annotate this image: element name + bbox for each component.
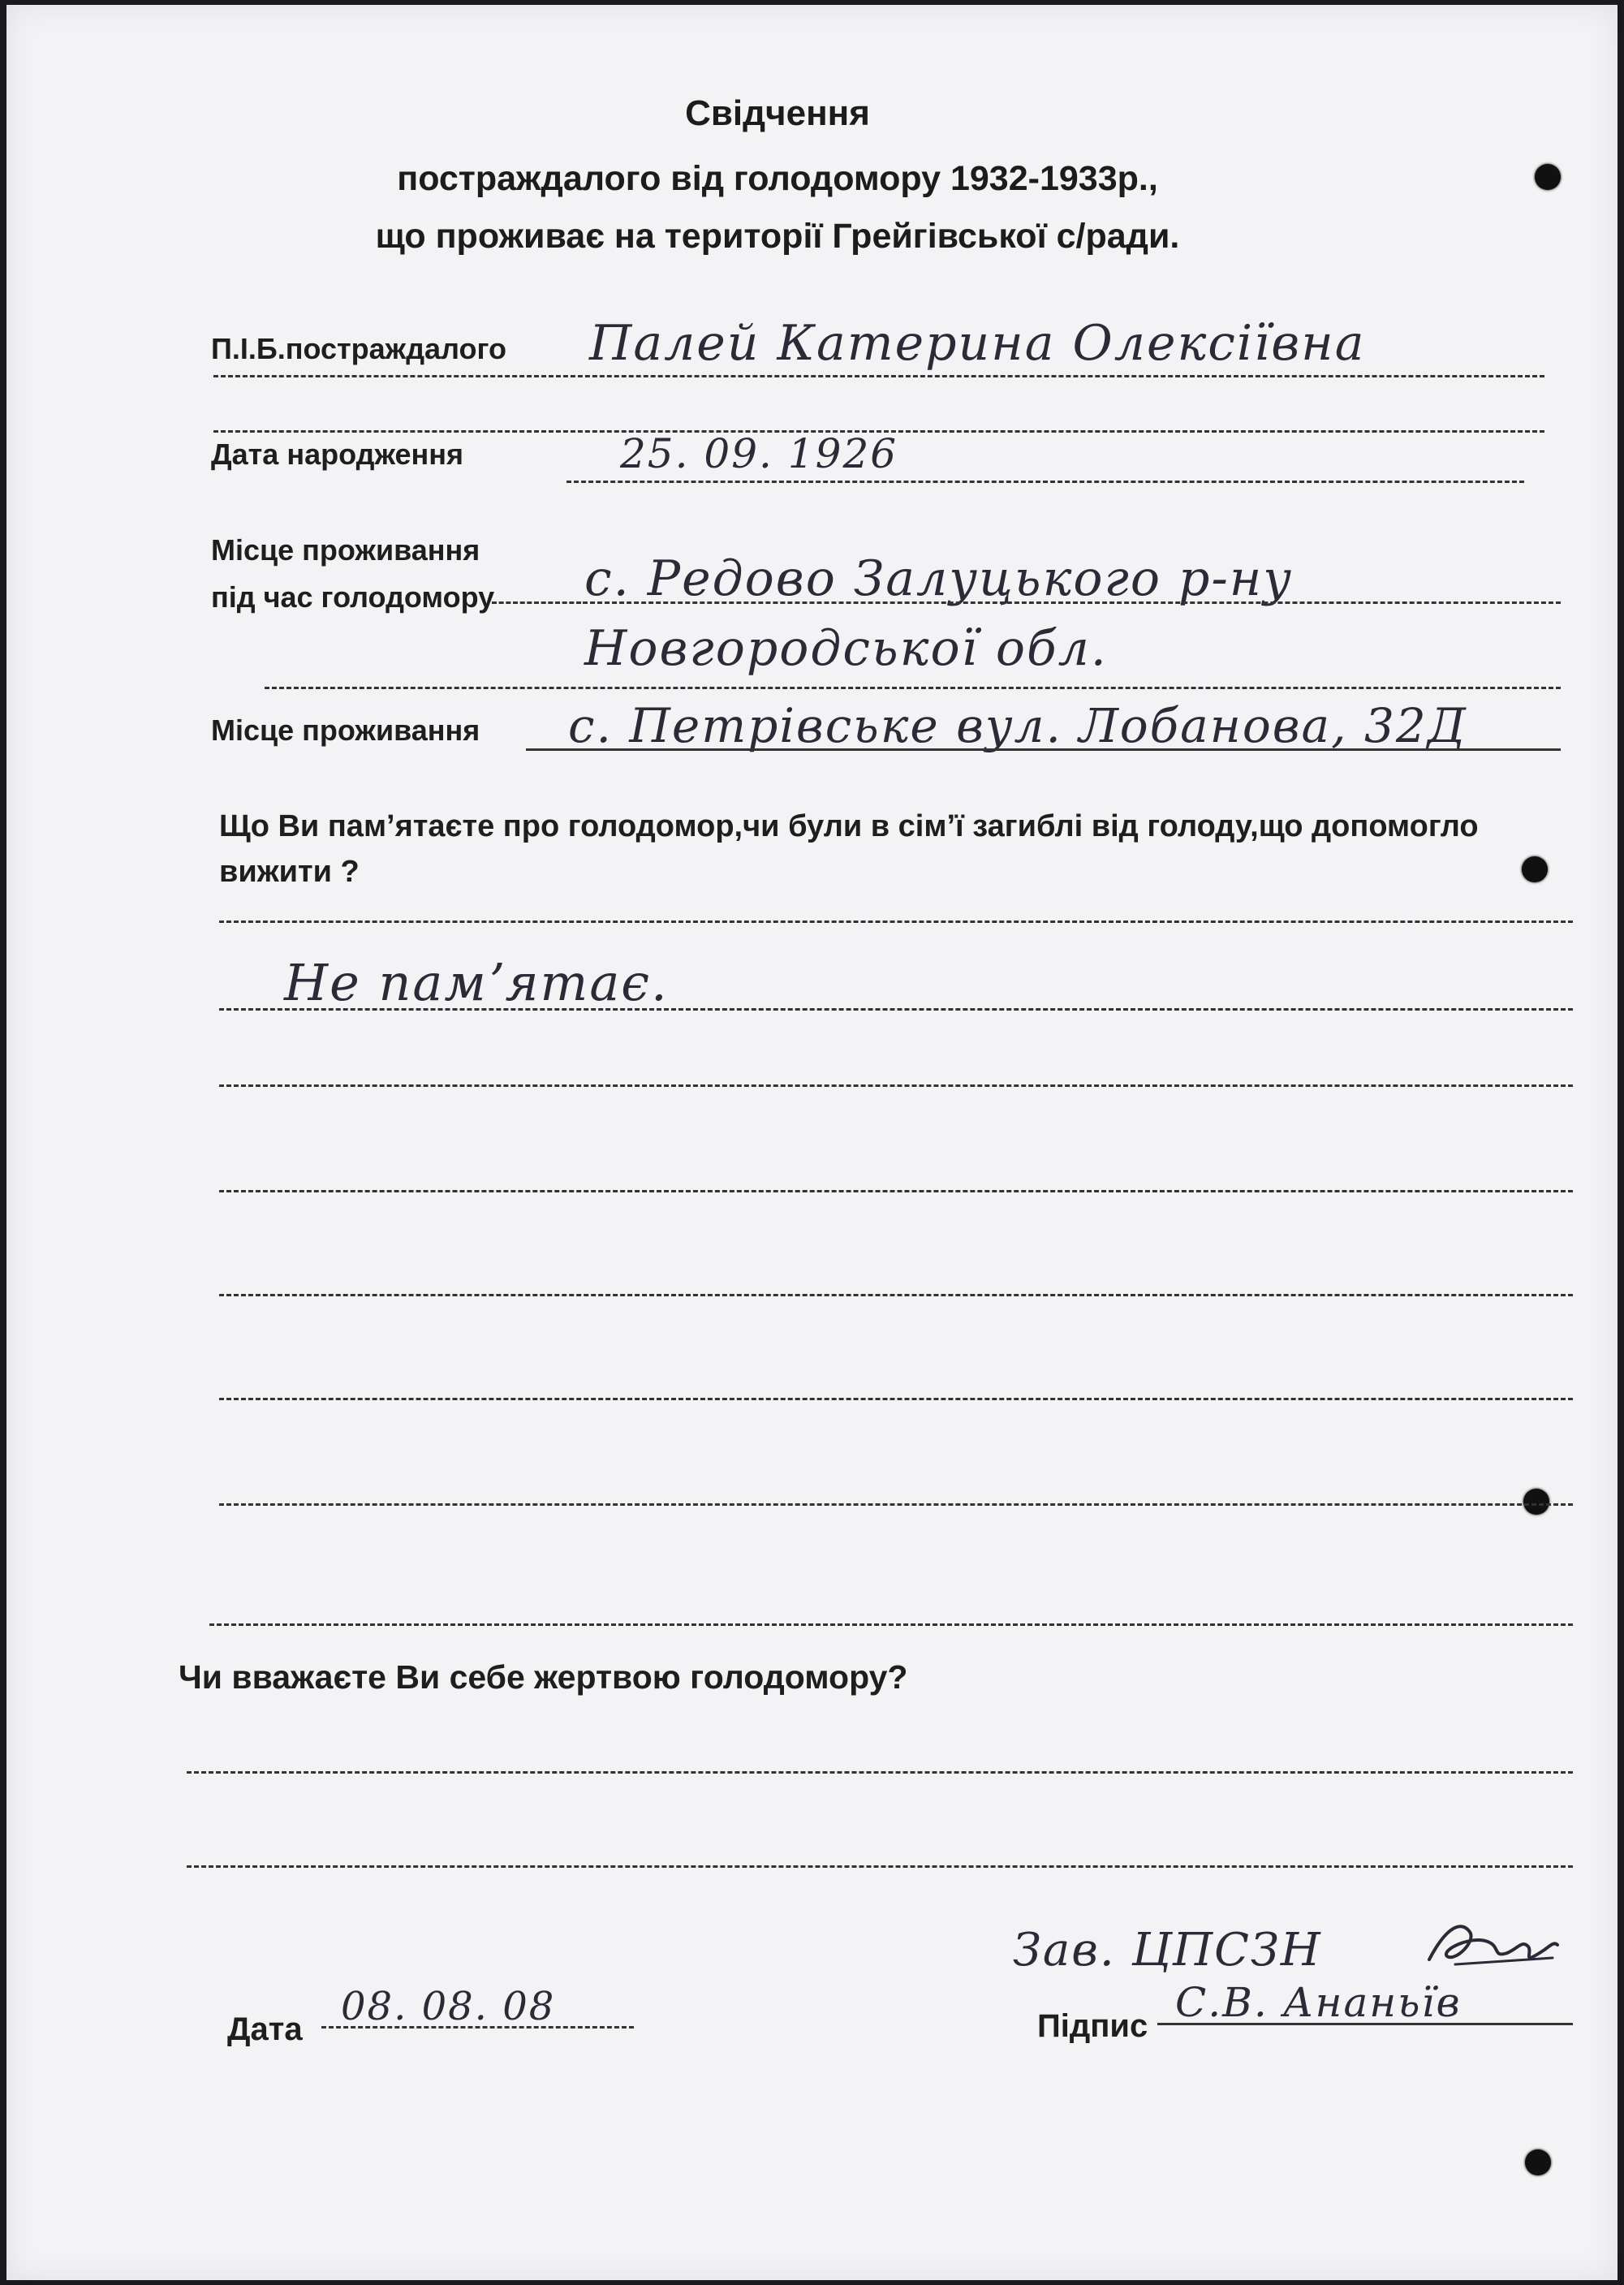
answer-line: [187, 1865, 1573, 1868]
question2-text: Чи вважаєте Ви себе жертвою голодомору?: [179, 1658, 908, 1696]
handwritten-signature: [1423, 1917, 1561, 1974]
answer-line: [209, 1623, 1573, 1626]
document-subtitle-line1: постраждалого від голодомору 1932-1933р.,: [397, 159, 1158, 198]
residence-during-value-line1: с. Редово Залуцького р-ну: [584, 550, 1294, 607]
residence-now-value: с. Петрівське вул. Лобанова, 32Д: [568, 698, 1467, 753]
answer-line: [219, 1084, 1573, 1087]
answer-line: [219, 920, 1573, 923]
document-title: Свідчення: [685, 93, 870, 133]
residence-now-underline: [526, 748, 1561, 751]
birth-date-value: 25. 09. 1926: [620, 430, 898, 477]
birth-date-underline: [566, 481, 1524, 483]
punch-hole: [1522, 856, 1548, 882]
residence-during-label-line1: Місце проживання: [211, 533, 480, 567]
question1-line2: вижити ?: [219, 855, 360, 889]
date-underline: [321, 2026, 634, 2028]
answer-line: [219, 1294, 1573, 1296]
birth-date-label: Дата народження: [211, 438, 464, 471]
residence-during-label-line2: під час голодомору: [211, 580, 495, 614]
date-label: Дата: [227, 2011, 303, 2047]
residence-during-value-line2: Новгородської обл.: [584, 620, 1108, 677]
answer-line: [219, 1008, 1573, 1011]
residence-during-leader: [492, 601, 581, 604]
document-sheet: [6, 5, 1618, 2280]
residence-now-label: Місце проживання: [211, 714, 480, 747]
name-label: П.І.Б.постраждалого: [211, 332, 506, 365]
answer-line: [219, 1398, 1573, 1400]
signature-underline: [1157, 2023, 1573, 2025]
residence-during-underline1: [583, 601, 1561, 604]
name-value: Палей Катерина Олексіївна: [589, 315, 1366, 372]
document-subtitle-line2: що проживає на території Грейгівської с/ради.: [375, 217, 1180, 256]
punch-hole: [1525, 2149, 1551, 2175]
question1-line1: Що Ви пам’ятаєте про голодомор,чи були в сім’ї загиблі від голоду,що допомогло: [219, 809, 1479, 843]
punch-hole: [1535, 164, 1561, 190]
punch-hole: [1523, 1489, 1549, 1515]
residence-during-underline2: [265, 687, 1561, 689]
signer-name: С.В. Ананьїв: [1175, 1979, 1462, 2026]
answer-line: [187, 1771, 1573, 1774]
answer-line: [219, 1503, 1573, 1506]
signer-title: Зав. ЦПСЗН: [1013, 1924, 1322, 1977]
answer-line: [219, 1190, 1573, 1192]
name-underline: [213, 375, 1544, 377]
signature-label: Підпис: [1037, 2008, 1148, 2044]
question1-answer: Не памʼятає.: [284, 953, 669, 1012]
date-value: 08. 08. 08: [341, 1984, 556, 2029]
